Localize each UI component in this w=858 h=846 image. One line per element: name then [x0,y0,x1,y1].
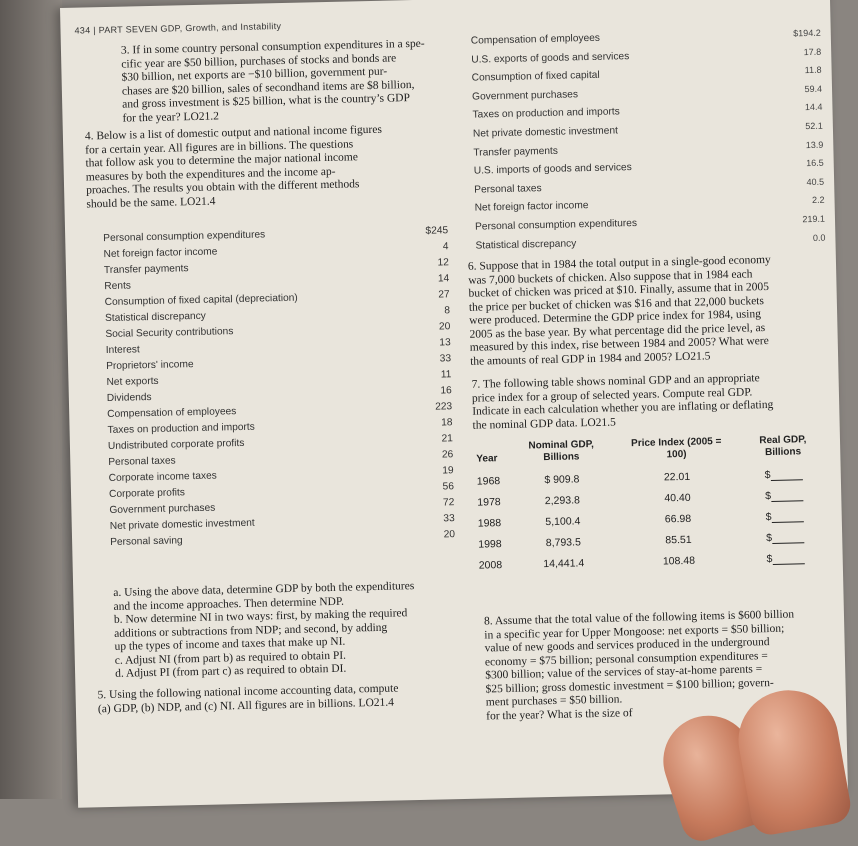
cell-index [619,550,738,574]
item-label: Personal taxes [474,182,542,196]
q4-line: 4. Below is a list of domestic output and national income figures [84,123,383,143]
running-header: 434 | PART SEVEN GDP, Growth, and Instability [74,20,282,36]
cell-nominal-text: 14,441.4 [543,557,585,571]
cell-index [617,466,736,490]
cell-year-text: 1988 [477,517,502,530]
cell-real-text: $ [766,552,773,566]
item-value: $245 [425,225,449,237]
item-value: 16.5 [806,157,824,169]
cell-nominal [506,489,618,513]
item-value: 20 [438,321,451,333]
item-label: Personal taxes [108,455,176,469]
col-year: Year [476,453,498,465]
cell-nominal-text: $ 909.8 [544,473,580,487]
q4-line: measures by both the expenditures and the income ap- [85,165,336,183]
q4_parts-line: and the income approaches. Then determine NDP. [113,595,345,613]
item-label: Government purchases [471,89,579,103]
item-value: 16 [440,385,452,397]
item-label: Social Security contributions [105,326,234,341]
item-value: 59.4 [804,83,823,94]
cell-index-text: 22.01 [663,470,691,484]
cell-real-text: $ [765,531,773,545]
cell-index-text: 108.48 [662,554,696,568]
item-label: Net exports [106,375,159,389]
item-label: Consumption of fixed capital [471,69,600,84]
item-value: 13.9 [805,139,824,150]
item-value: 19 [442,465,454,477]
question-3 [121,37,473,126]
textbook-page [60,0,848,808]
q7-line: price index for a group of selected years. Compute real GDP. [471,385,753,405]
item-value: 72 [442,497,455,509]
item-value: 14 [437,273,450,285]
q4-line: for a certain year. All figures are in billions. The questions [85,137,354,156]
item-label: Corporate income taxes [108,470,217,485]
item-label: Compensation of employees [107,406,237,421]
q8-line: ment purchases = $50 billion. [485,693,623,709]
cell-nominal-text: 8,793.5 [545,536,581,550]
q4_parts-line: additions or subtractions from NDP; and second, by adding [114,621,388,640]
cell-nominal [506,468,618,492]
cell-real [736,464,831,487]
cell-nominal-text: 2,293.8 [544,494,581,508]
item-label: Dividends [106,392,152,405]
col-index: Price Index (2005 = 100) [630,436,722,461]
q3-line: and gross investment is $25 billion, what is the country’s GDP [122,92,411,111]
item-label: U.S. exports of goods and services [471,50,630,66]
item-label: Compensation of employees [470,32,601,47]
item-label: Government purchases [109,502,216,517]
item-value: 27 [438,289,450,301]
q4_parts-line: d. Adjust PI (from part c) as required to obtain DI. [114,662,347,680]
left-data-list [103,225,455,553]
answer-blank [770,469,802,481]
q8-line: economy = $75 billion; personal consumption expenditures = [484,649,768,669]
item-label: Transfer payments [473,145,559,159]
q3-line: for the year? LO21.2 [122,109,220,125]
q4-line: proaches. The results you obtain with the different methods [86,178,360,197]
cell-nominal [508,552,620,576]
q3-line: $30 billion, net exports are −$10 billion, government pur- [121,65,388,84]
cell-real-text: $ [764,469,771,482]
item-value: 33 [439,353,452,365]
cell-nominal [507,510,619,534]
cell-year [472,513,508,535]
cell-real [737,485,832,508]
item-value: 18 [441,417,453,429]
cell-nominal [507,531,619,555]
q4_parts-line: b. Now determine NI in two ways: first, by making the required [113,607,408,626]
cell-year-text: 1978 [477,496,501,509]
item-label: U.S. imports of goods and services [473,162,632,177]
item-label: Net private domestic investment [472,125,619,140]
cell-index-text: 66.98 [664,512,692,526]
item-label: Corporate profits [108,487,186,501]
item-value: 26 [441,449,454,461]
item-value: 11 [440,369,452,381]
question-6 [468,252,840,368]
q6-line: the amounts of real GDP in 1984 and 2005? LO21.5 [469,349,711,368]
q6-line: were produced. Determine the GDP price index for 1984, using [469,308,762,327]
item-label: Statistical discrepancy [475,237,577,252]
item-value: 11.8 [804,64,822,76]
item-value: 56 [442,481,455,493]
cell-index-text: 85.51 [665,533,692,547]
item-value: 2.2 [811,195,825,206]
q6-line: bucket of chicken was priced at $10. Finally, assume that in 2005 [468,280,770,300]
q3-line: chases are $20 billion, sales of secondhand items are $8 billion, [121,78,415,98]
item-label: Personal saving [110,535,183,548]
q8-line: $300 billion; value of the services of stay-at-home parents = [485,663,763,682]
q6-line: 2005 as the base year. By what percentage did the price level, as [469,321,766,341]
item-label: Transfer payments [103,263,189,277]
right-data-list [471,28,826,259]
cell-real [737,506,832,529]
q8-line: for the year? What is the size of [486,706,633,723]
q8-line: 8. Assume that the total value of the following items is $600 billion [483,608,795,628]
cell-index [619,529,738,553]
q4_parts-line: a. Using the above data, determine GDP by both the expenditures [113,580,415,599]
item-label: Personal consumption expenditures [474,217,638,233]
q7-line: the nominal GDP data. LO21.5 [472,415,616,432]
item-label: Net private domestic investment [109,517,255,533]
item-value: 33 [443,513,455,525]
col-nominal: Nominal GDP, Billions [528,439,594,464]
item-value: 40.5 [806,176,825,187]
item-label: Consumption of fixed capital (depreciation) [104,292,298,309]
q7-line: Indicate in each calculation whether you are inflating or deflating [472,398,774,418]
item-value: 8 [444,305,451,317]
col-real: Real GDP, Billions [759,434,807,459]
item-label: Net foreign factor income [474,200,589,214]
gdp-table [470,434,833,577]
q4_parts-line: c. Adjust NI (from part b) as required to obtain PI. [114,649,347,667]
cell-year [471,471,507,493]
question-7 [472,370,843,432]
item-label: Net foreign factor income [103,246,218,261]
q4_parts-line: up the types of income and taxes that make up NI. [114,635,346,653]
item-label: Interest [105,344,140,357]
q6-line: measured by this index, rise between 1984 and 2005? What were [469,335,769,354]
cell-year-text: 1998 [478,538,502,551]
answer-blank [771,511,803,523]
item-value: 223 [435,401,453,413]
q5-line: (a) GDP, (b) NDP, and (c) NI. All figures are in billions. LO21.4 [97,696,395,715]
cell-real-text: $ [765,510,772,524]
item-label: Proprietors' income [106,359,194,373]
answer-blank [771,490,803,502]
cell-index [618,508,737,532]
item-value: 21 [441,433,453,445]
question-4-parts [113,579,485,682]
item-label: Statistical discrepancy [104,310,206,325]
item-value: 4 [442,241,449,253]
q4-line: that follow ask you to determine the major national income [85,151,359,170]
question-4 [85,122,477,212]
cell-index [618,487,737,511]
item-value: $194.2 [793,27,821,39]
answer-blank [772,532,804,544]
cell-year [472,534,508,556]
q8-line: in a specific year for Upper Mongoose: net exports = $50 billion; [484,622,785,642]
q6-line: was 7,000 buckets of chicken. Also suppose that in 1984 each [468,267,753,287]
item-label: Undistributed corporate profits [107,437,245,453]
item-value: 20 [443,529,456,541]
item-value: 52.1 [805,120,823,132]
item-value: 12 [437,257,450,269]
q7-line: 7. The following table shows nominal GDP and an appropriate [471,372,760,391]
q8-line: value of new goods and services produced in the underground [484,636,770,655]
q6-line: 6. Suppose that in 1984 the total output in a single-good economy [467,253,771,273]
item-label: Taxes on production and imports [472,106,620,122]
cell-real [738,527,833,550]
item-label: Personal consumption expenditures [103,229,266,245]
item-value: 14.4 [804,102,823,113]
q8-line: $25 billion; gross domestic investment = $100 billion; govern- [485,676,774,696]
question-5 [97,680,488,716]
item-value: 219.1 [802,213,826,225]
cell-year-text: 2008 [478,559,503,572]
item-label: Taxes on production and imports [107,421,255,437]
item-value: 0.0 [812,232,826,243]
item-label: Rents [104,280,132,293]
cell-index-text: 40.40 [664,491,691,505]
q5-line: 5. Using the following national income accounting data, compute [97,682,399,702]
cell-year-text: 1968 [476,475,501,488]
answer-blank [772,553,804,565]
cell-nominal-text: 5,100.4 [545,515,581,529]
q4-line: should be the same. LO21.4 [86,195,216,210]
page-edge-shadow [0,0,62,799]
item-value: 17.8 [803,46,822,57]
cell-year [471,492,507,514]
q3-line: cific year are $50 billion, purchases of stocks and bonds are [121,51,397,71]
item-value: 13 [439,337,451,349]
cell-real [738,548,833,571]
q3-line: 3. If in some country personal consumption expenditures in a spe- [120,37,425,57]
cell-real-text: $ [765,489,772,503]
cell-year [473,555,509,577]
q6-line: the price per bucket of chicken was $16 and that 22,000 buckets [468,294,765,314]
